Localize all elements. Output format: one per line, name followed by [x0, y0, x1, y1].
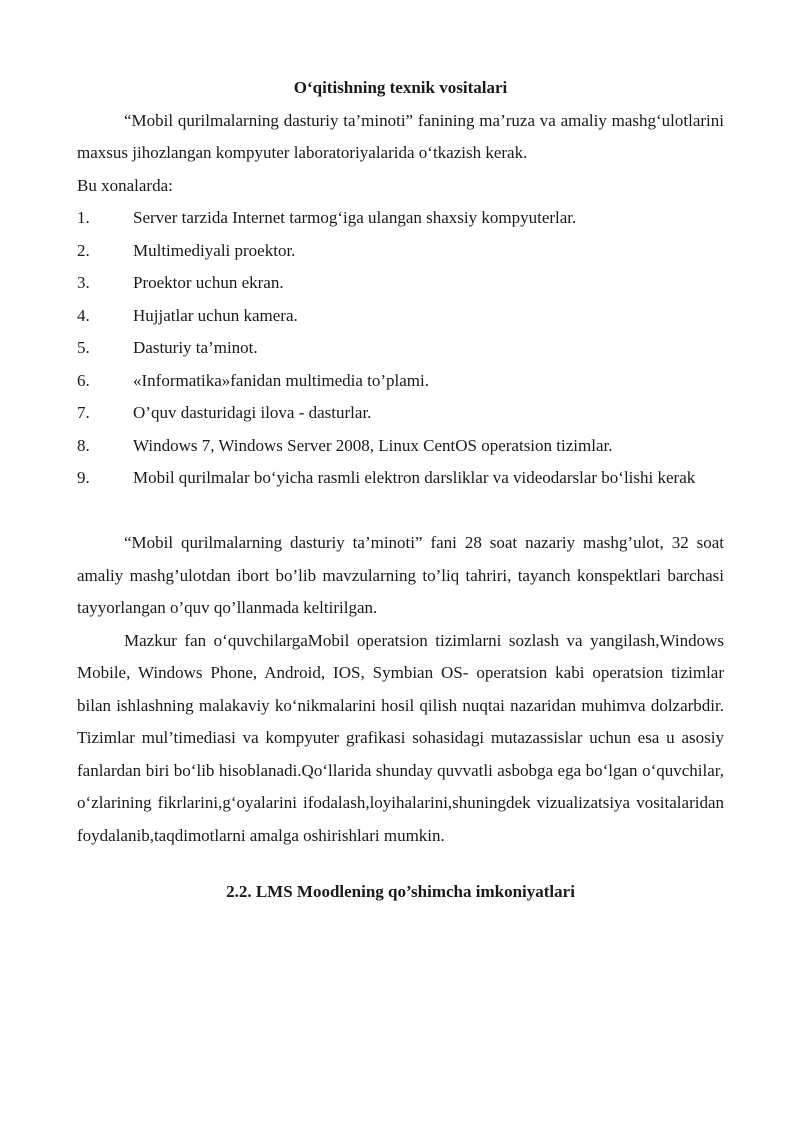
list-number: 5. — [77, 338, 90, 357]
list-text: Server tarzida Internet tarmog‘iga ulangan shaxsiy kompyuterlar. — [133, 208, 577, 227]
list-item — [77, 365, 724, 398]
list-text: Mobil qurilmalar bo‘yicha rasmli elektron darsliklar va videodarslar bo‘lishi kerak — [133, 468, 696, 487]
section-heading: 2.2. LMS Moodlening qo’shimcha imkoniyatlari — [226, 882, 575, 901]
list-item — [77, 267, 724, 300]
list-number: 1. — [77, 208, 90, 227]
list-text: «Informatika»fanidan multimedia to’plami. — [133, 370, 429, 390]
document-title: O‘qitishning texnik vositalari — [293, 78, 508, 97]
list-text: Proektor uchun ekran. — [133, 273, 284, 292]
list-item — [77, 332, 724, 365]
blank-line — [77, 495, 724, 528]
list-item — [77, 397, 724, 430]
list-item — [77, 462, 724, 495]
list-number: 8. — [77, 435, 90, 455]
list-item — [77, 202, 724, 235]
equipment-list — [77, 202, 724, 495]
intro-paragraph: “Mobil qurilmalarning dasturiy ta’minoti” fanining ma’ruza va amaliy mashg‘ulotlarini maxsus jihozlangan kompyuter laboratoriyalarida o‘tkazish kerak. — [77, 110, 724, 162]
list-text: Windows 7, Windows Server 2008, Linux CentOS operatsion tizimlar. — [133, 435, 613, 455]
intro-tail: Bu xonalarda: — [77, 175, 173, 195]
list-number: 7. — [77, 403, 90, 422]
list-number: 3. — [77, 273, 90, 292]
list-number: 6. — [77, 370, 90, 390]
course-hours-paragraph: “Mobil qurilmalarning dasturiy ta’minoti” fani 28 soat nazariy mashg’ulot, 32 soat amaliy mashg’ulotdan ibort bo’lib mavzularning to’liq tahriri, tayanch konspektlari barchasi tayyorlangan o’quv qo’llanmada keltirilgan. — [77, 533, 724, 617]
list-item — [77, 300, 724, 333]
list-number: 9. — [77, 468, 90, 487]
list-text: O’quv dasturidagi ilova - dasturlar. — [133, 403, 372, 422]
list-text: Dasturiy ta’minot. — [133, 338, 258, 357]
course-purpose-paragraph: Mazkur fan o‘quvchilargaMobil operatsion tizimlarni sozlash va yangilash,Windows Mobile, Windows Phone, Android, IOS, Symbian OS- operatsion kabi operatsion tizimlar bilan ishlashning malakaviy ko‘nikmalarini hosil qilish nuqtai nazaridan muhimva dolzarbdir. Tizimlar mul’timediasi va kompyuter grafikasi sohasidagi mutazassislar uchun esa u asosiy fanlardan biri bo‘lib hisoblanadi.Qo‘llarida shunday quvvatli asbobga ega bo‘lgan o‘quvchilar, o‘zlarining fikrlarini,g‘oyalarini ifodalash,loyihalarini,shuningdek vizualizatsiya vositalaridan foydalanib,taqdimotlarni amalga oshirishlari mumkin. — [77, 630, 724, 845]
list-item — [77, 430, 724, 463]
list-item — [77, 235, 724, 268]
blank-line — [77, 852, 724, 876]
list-number: 4. — [77, 305, 90, 325]
list-text: Hujjatlar uchun kamera. — [133, 305, 298, 325]
list-text: Multimediyali proektor. — [133, 240, 296, 260]
list-number: 2. — [77, 240, 90, 260]
document-page — [77, 72, 724, 909]
